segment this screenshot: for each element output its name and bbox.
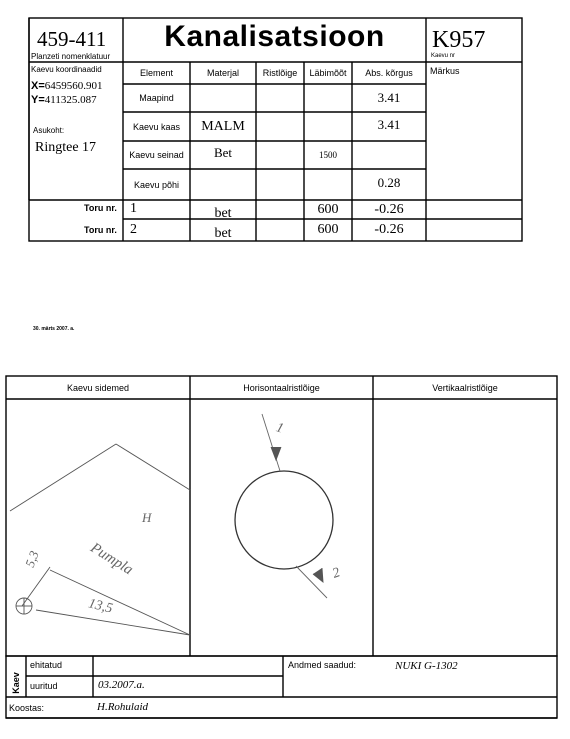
row-diameter: 1500 [319,150,337,160]
sketch-note-h: H [142,510,152,525]
pipe-label: Toru nr. [84,203,117,213]
row-material: MALM [201,118,245,134]
pipe-nr: 1 [130,201,137,216]
row-height [352,141,426,169]
pipe-material: bet [214,205,232,221]
sketch-note-pumpla: Pumpla [87,540,136,579]
location-value: Ringtee 17 [35,140,97,155]
well-id: K957 [432,27,486,53]
date-note: 30. märts 2007. a. [33,326,75,332]
row-diameter [304,169,352,200]
panel-title-vertical: Vertikaalristlõige [432,382,498,393]
coord-x-label: X= [31,80,45,92]
coord-y-label: Y= [31,94,45,106]
sketch-line [22,567,50,606]
col-header-diameter: Läbimõõt [309,68,347,78]
col-header-notes: Märkus [430,66,460,76]
source-label: Andmed saadud: [288,660,357,670]
sketch-note-135: 13,5 [86,596,115,617]
row-element: Kaevu kaas [132,121,181,132]
row-diameter [304,112,352,141]
pipe-nr: 2 [130,222,137,237]
col-header-element: Element [139,68,174,78]
panel-title-connections: Kaevu sidemed [66,382,130,393]
location-label: Asukoht: [33,126,65,135]
coords-label: Kaevu koordinaadid [31,65,102,74]
col-header-material: Materjal [206,68,239,78]
panel-title-horizontal: Horisontaalristlõige [243,382,320,393]
row-element: Kaevu seinad [129,150,184,160]
coord-y-value: 411325.087 [44,94,97,106]
row-height: 0.28 [377,175,401,190]
arrow-label-1: 1 [274,420,286,437]
source-value: NUKI G-1302 [395,660,458,672]
pipe-height: -0.26 [374,222,404,237]
well-circle [235,471,333,569]
compiled-label: Koostas: [9,703,45,713]
row-height: 3.41 [377,90,401,105]
page-title: Kanalisatsioon [164,20,385,53]
sketch-note-53: 5,3 [22,548,42,570]
measured-label: uuritud [30,681,58,691]
row-diameter [304,84,352,112]
row-material [190,84,256,112]
coord-x-value: 6459560.901 [44,80,103,92]
pipe-material: bet [214,226,232,241]
nomenclature-value: 459-411 [37,27,107,51]
measured-value: 03.2007.a. [98,679,145,691]
coord-y [31,94,97,106]
row-material [190,169,256,200]
row-height: 3.41 [377,117,401,132]
sketch-line [36,610,190,635]
row-material: Bet [213,145,233,160]
built-label: ehitatud [30,660,63,670]
footer-side-label: Kaev [11,672,21,694]
nomenclature-label: Planzeti nomenklatuur [31,52,111,61]
sketch-line [10,444,116,511]
col-header-height: Abs. kõrgus [365,68,413,78]
row-element: Kaevu põhi [133,179,180,190]
pipe-height: -0.26 [374,201,404,217]
sketch-line [50,570,190,635]
pipe-diameter: 600 [317,222,339,237]
row-element: Maapind [139,93,174,103]
arrow-label-2: 2 [330,565,343,582]
well-id-label: Kaevu nr [431,53,456,59]
sketch-line [116,444,190,490]
compiled-value: H.Rohulaid [97,701,149,713]
pipe-label: Toru nr. [84,225,117,235]
pipe-diameter: 600 [317,201,339,217]
col-header-section: Ristlõige [262,68,298,78]
coord-x [31,80,103,92]
